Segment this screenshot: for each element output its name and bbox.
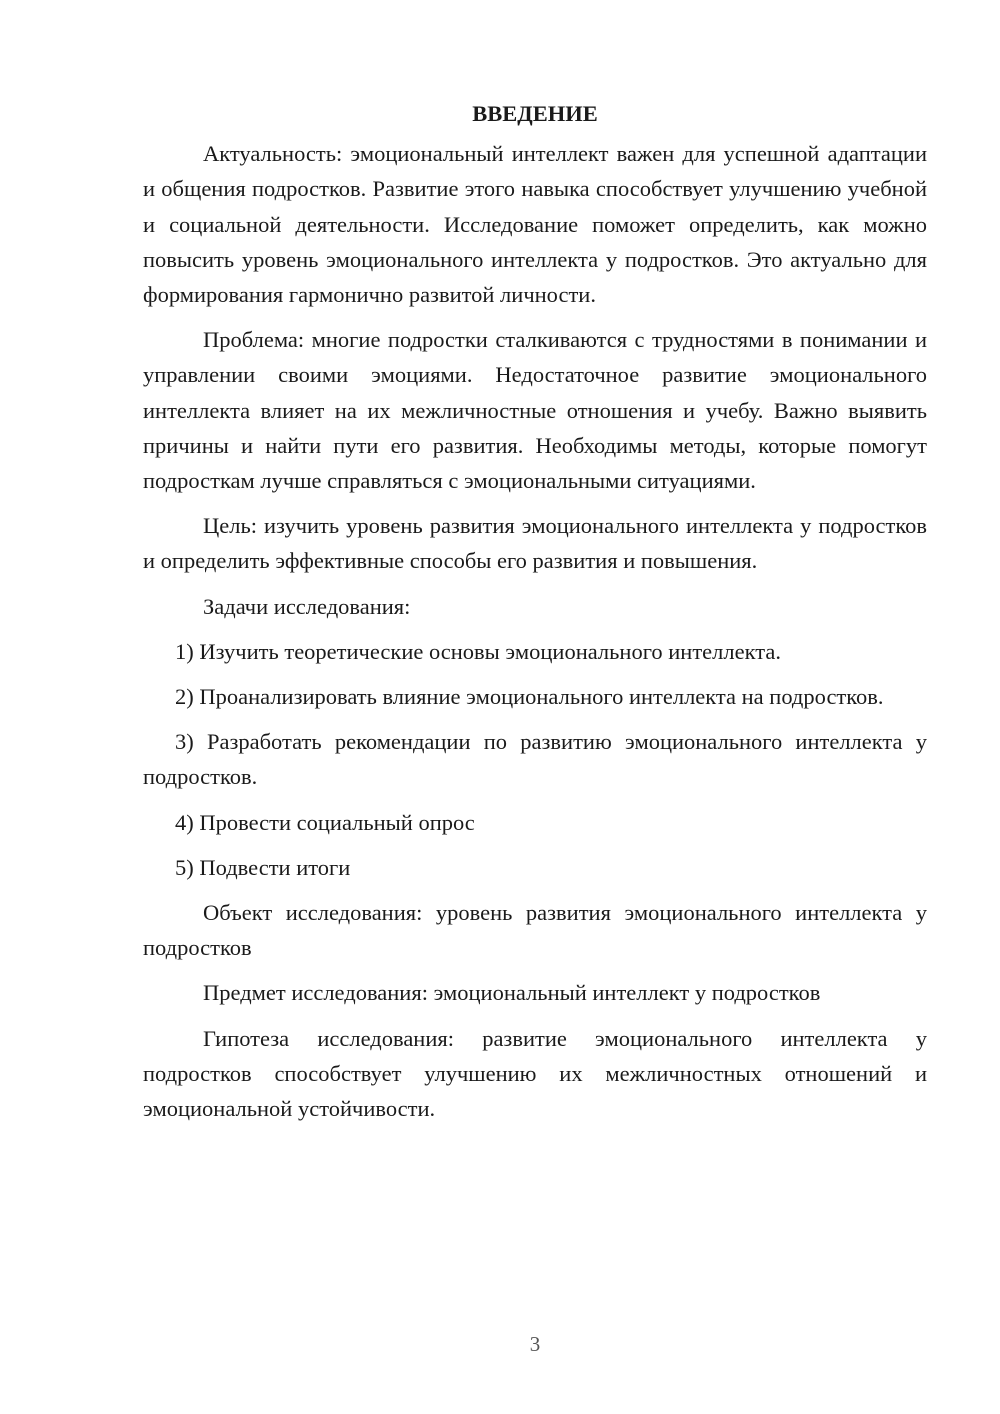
object-paragraph: Объект исследования: уровень развития эмоционального интеллекта у подростков (143, 900, 927, 961)
page-number: 3 (529, 1332, 541, 1356)
task-item-3: 3) Разработать рекомендации по развитию эмоционального интеллекта у подростков. (143, 729, 927, 790)
task-item-1: 1) Изучить теоретические основы эмоционального интеллекта. (175, 638, 781, 664)
task-item-5: 5) Подвести итоги (175, 854, 351, 880)
section-title: ВВЕДЕНИЕ (472, 101, 598, 126)
task-item-4: 4) Провести социальный опрос (175, 809, 475, 835)
tasks-heading: Задачи исследования: (203, 593, 411, 619)
task-item-2: 2) Проанализировать влияние эмоционального интеллекта на подростков. (175, 684, 884, 710)
page-content (143, 96, 927, 1136)
subject-paragraph: Предмет исследования: эмоциональный интеллект у подростков (203, 980, 821, 1006)
hypothesis-paragraph: Гипотеза исследования: развитие эмоционального интеллекта у подростков способствует улучшению их межличностных отношений и эмоциональной устойчивости. (143, 1025, 927, 1122)
relevance-paragraph: Актуальность: эмоциональный интеллект важен для успешной адаптации и общения подростков. Развитие этого навыка способствует улучшению учебной и социальной деятельности. Исследование поможет определить, как можно повысить уровень эмоционального интеллекта у подростков. Это актуально для формирования гармонично развитой личности. (143, 141, 927, 308)
goal-paragraph: Цель: изучить уровень развития эмоционального интеллекта у подростков и определить эффективные способы его развития и повышения. (143, 513, 927, 574)
problem-paragraph: Проблема: многие подростки сталкиваются с трудностями в понимании и управлении своими эмоциями. Недостаточное развитие эмоционального интеллекта влияет на их межличностные отношения и учебу. Важно выявить причины и найти пути его развития. Необходимы методы, которые помогут подросткам лучше справляться с эмоциональными ситуациями. (143, 327, 927, 494)
